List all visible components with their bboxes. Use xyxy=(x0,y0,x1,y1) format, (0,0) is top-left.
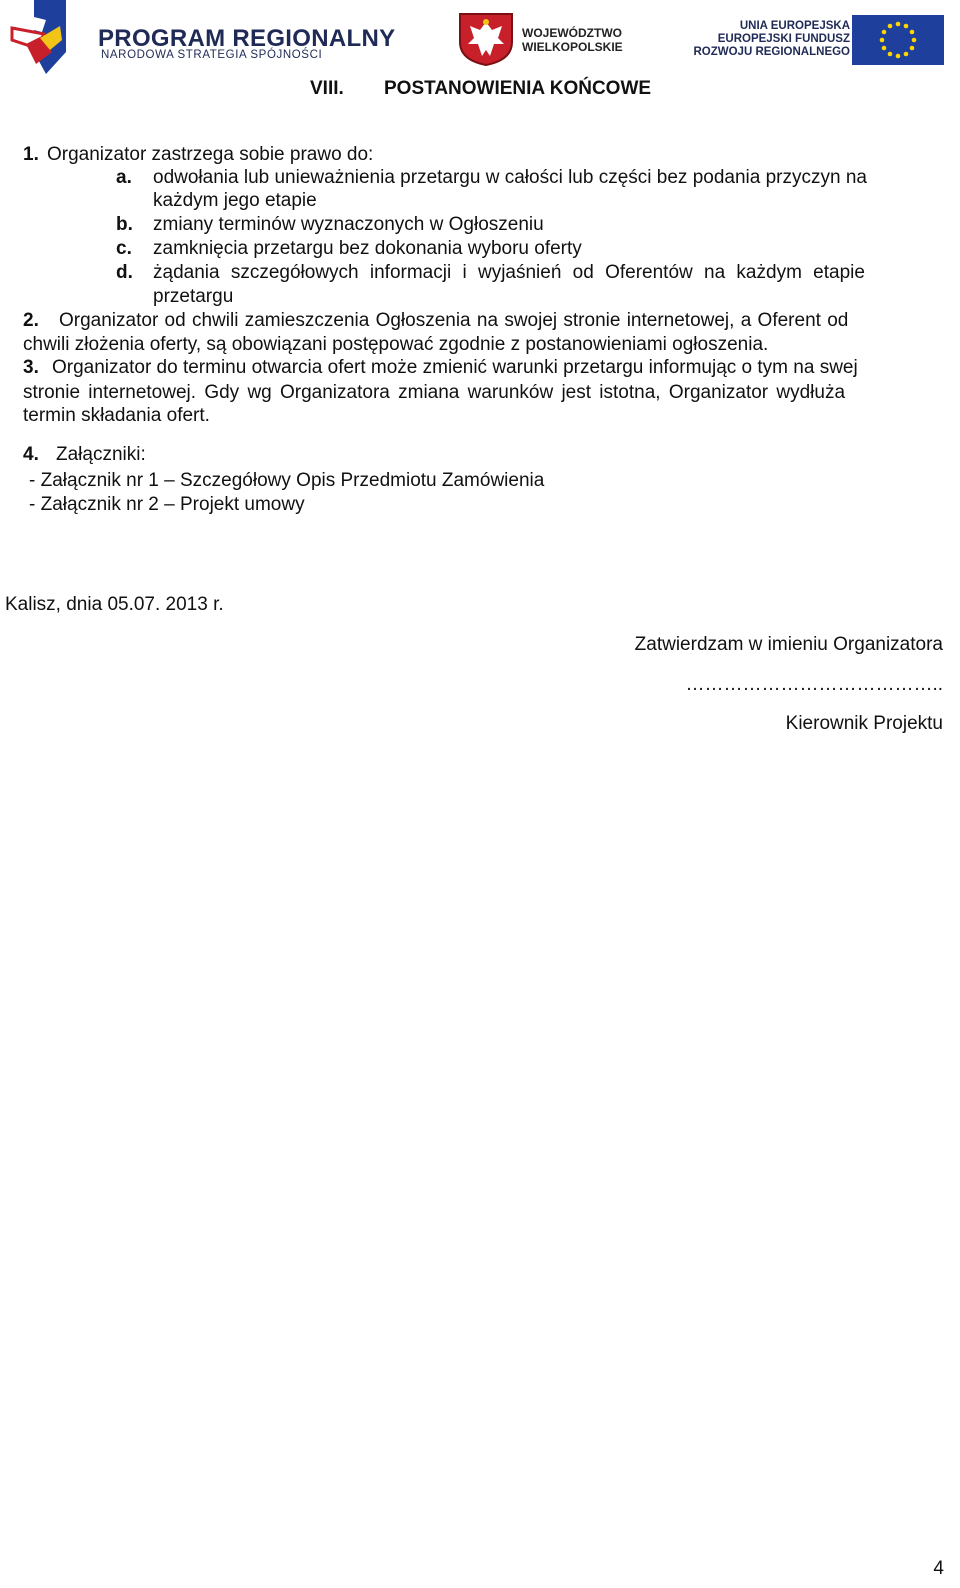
item2-line2: chwili złożenia oferty, są obowiązani postępować zgodnie z postanowieniami ogłoszenia. xyxy=(23,334,769,355)
program-subtitle: NARODOWA STRATEGIA SPÓJNOŚCI xyxy=(101,49,323,61)
subitem-d-line2: przetargu xyxy=(153,286,234,307)
subitem-c-line1: zamknięcia przetargu bez dokonania wyboru oferty xyxy=(153,238,582,259)
approval-text: Zatwierdzam w imieniu Organizatora xyxy=(634,634,943,655)
item3-line1: Organizator do terminu otwarcia ofert może zmienić warunki przetargu informując o tym na swej xyxy=(52,357,858,378)
item1-number: 1. xyxy=(23,144,39,165)
attachment-1: - Załącznik nr 1 – Szczegółowy Opis Przedmiotu Zamówienia xyxy=(29,470,545,491)
subitem-a-line1: odwołania lub unieważnienia przetargu w całości lub części bez podania przyczyn na xyxy=(153,167,867,188)
subitem-d-line1: żądania szczegółowych informacji i wyjaśnień od Oferentów na każdym etapie xyxy=(153,262,865,283)
subitem-a-line2: każdym jego etapie xyxy=(153,190,317,211)
section-title: POSTANOWIENIA KOŃCOWE xyxy=(384,78,652,99)
section-number: VIII. xyxy=(310,78,344,99)
item2-line1: Organizator od chwili zamieszczenia Ogłoszenia na swojej stronie internetowej, a Oferent od xyxy=(59,310,849,331)
item4-text: Załączniki: xyxy=(56,444,146,465)
item3-line2: stronie internetowej. Gdy wg Organizatora zmiana warunków jest istotna, Organizator wydłuża xyxy=(23,382,846,403)
subitem-b-label: b. xyxy=(116,214,133,235)
program-title: PROGRAM REGIONALNY xyxy=(98,25,396,52)
item3-number: 3. xyxy=(23,357,39,378)
eu-fund-text xyxy=(693,20,850,59)
subitem-b-line1: zmiany terminów wyznaczonych w Ogłoszeniu xyxy=(153,214,544,235)
item3-line3: termin składania ofert. xyxy=(23,405,210,426)
attachment-2: - Załącznik nr 2 – Projekt umowy xyxy=(29,494,305,515)
nss-star-icon xyxy=(6,0,86,80)
eu-line3: ROZWOJU REGIONALNEGO xyxy=(693,46,850,58)
place-date: Kalisz, dnia 05.07. 2013 r. xyxy=(5,594,224,615)
voivodeship-name-line1: WOJEWÓDZTWO xyxy=(522,26,622,40)
voivodeship-name-line2: WIELKOPOLSKIE xyxy=(522,40,623,54)
eu-line2: EUROPEJSKI FUNDUSZ xyxy=(717,33,850,45)
subitem-a-label: a. xyxy=(116,167,132,188)
subitem-d-label: d. xyxy=(116,262,133,283)
item2-number: 2. xyxy=(23,310,39,331)
signature-line: ………………………………….. xyxy=(685,674,943,695)
program-regionalny-logo xyxy=(6,0,426,80)
wielkopolska-crest-icon xyxy=(458,12,514,66)
eu-flag-icon xyxy=(852,15,944,65)
eu-line1: UNIA EUROPEJSKA xyxy=(739,20,850,32)
item1-text: Organizator zastrzega sobie prawo do: xyxy=(47,144,374,165)
page-number: 4 xyxy=(933,1558,944,1579)
signatory-title: Kierownik Projektu xyxy=(785,713,943,734)
item4-number: 4. xyxy=(23,444,39,465)
subitem-c-label: c. xyxy=(116,238,132,259)
